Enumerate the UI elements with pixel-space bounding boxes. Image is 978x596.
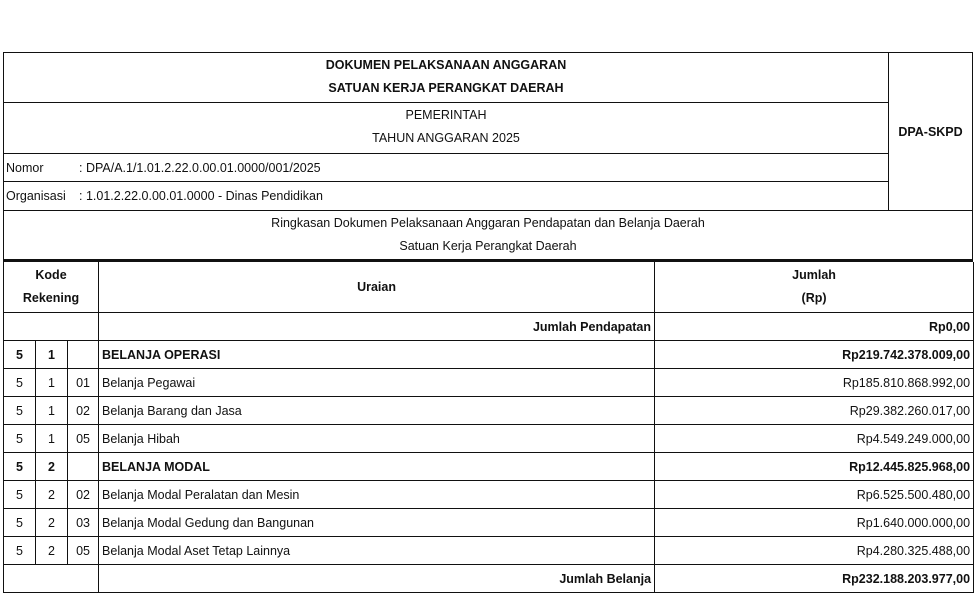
kode-jenis: 02 [68, 481, 99, 509]
uraian-cell: BELANJA OPERASI [99, 341, 655, 369]
government-block [4, 103, 888, 154]
table-row [4, 537, 974, 565]
budget-table [3, 262, 974, 593]
kode-akun: 5 [4, 481, 36, 509]
kode-akun: 5 [4, 425, 36, 453]
uraian-cell: BELANJA MODAL [99, 453, 655, 481]
kode-akun: 5 [4, 453, 36, 481]
uraian-cell: Belanja Barang dan Jasa [99, 397, 655, 425]
title-line-1: DOKUMEN PELAKSANAAN ANGGARAN [325, 58, 567, 72]
organisasi-row [4, 182, 888, 210]
nomor-value: : DPA/A.1/1.01.2.22.0.00.01.0000/001/2025 [79, 161, 321, 175]
kode-kelompok: 1 [36, 341, 68, 369]
kode-kelompok: 2 [36, 453, 68, 481]
jumlah-belanja-row [4, 565, 974, 593]
kode-akun: 5 [4, 397, 36, 425]
header-left [4, 53, 889, 210]
government-label: PEMERINTAH [405, 108, 487, 122]
jumlah-cell: Rp6.525.500.480,00 [655, 481, 974, 509]
header-kode-rekening: Kode Rekening [4, 262, 99, 313]
table-row [4, 425, 974, 453]
organisasi-label: Organisasi [6, 189, 66, 203]
kode-akun: 5 [4, 509, 36, 537]
table-row [4, 509, 974, 537]
jumlah-cell: Rp29.382.260.017,00 [655, 397, 974, 425]
kode-kelompok: 1 [36, 425, 68, 453]
kode-jenis [68, 341, 99, 369]
kode-jenis: 01 [68, 369, 99, 397]
jumlah-cell: Rp4.549.249.000,00 [655, 425, 974, 453]
table-header-row [4, 262, 974, 313]
header-uraian: Uraian [99, 262, 655, 313]
jumlah-cell: Rp1.640.000.000,00 [655, 509, 974, 537]
uraian-cell: Belanja Pegawai [99, 369, 655, 397]
kode-kelompok: 1 [36, 369, 68, 397]
document-header [3, 52, 973, 210]
uraian-cell: Belanja Modal Peralatan dan Mesin [99, 481, 655, 509]
kode-akun: 5 [4, 341, 36, 369]
nomor-label: Nomor [6, 161, 44, 175]
jumlah-cell: Rp219.742.378.009,00 [655, 341, 974, 369]
kode-kelompok: 1 [36, 397, 68, 425]
dpa-document [3, 52, 973, 593]
table-row [4, 397, 974, 425]
document-code: DPA-SKPD [898, 124, 963, 139]
belanja-label: Jumlah Belanja [99, 565, 655, 593]
summary-title [3, 210, 973, 262]
organisasi-value: : 1.01.2.22.0.00.01.0000 - Dinas Pendidikan [79, 189, 323, 203]
fiscal-year: TAHUN ANGGARAN 2025 [372, 131, 520, 145]
jumlah-pendapatan-row [4, 313, 974, 341]
kode-jenis: 05 [68, 537, 99, 565]
summary-line-1: Ringkasan Dokumen Pelaksanaan Anggaran Pendapatan dan Belanja Daerah [271, 216, 705, 230]
kode-kelompok: 2 [36, 509, 68, 537]
pendapatan-label: Jumlah Pendapatan [99, 313, 655, 341]
table-row [4, 369, 974, 397]
kode-akun: 5 [4, 537, 36, 565]
kode-jenis: 02 [68, 397, 99, 425]
document-title [4, 53, 888, 103]
kode-jenis: 05 [68, 425, 99, 453]
pendapatan-value: Rp0,00 [655, 313, 974, 341]
uraian-cell: Belanja Hibah [99, 425, 655, 453]
kode-jenis [68, 453, 99, 481]
table-row [4, 481, 974, 509]
jumlah-cell: Rp185.810.868.992,00 [655, 369, 974, 397]
jumlah-cell: Rp4.280.325.488,00 [655, 537, 974, 565]
kode-kelompok: 2 [36, 537, 68, 565]
kode-jenis: 03 [68, 509, 99, 537]
table-row [4, 341, 974, 369]
title-line-2: SATUAN KERJA PERANGKAT DAERAH [328, 81, 564, 95]
kode-akun: 5 [4, 369, 36, 397]
uraian-cell: Belanja Modal Aset Tetap Lainnya [99, 537, 655, 565]
nomor-row [4, 154, 888, 182]
jumlah-cell: Rp12.445.825.968,00 [655, 453, 974, 481]
header-jumlah: Jumlah (Rp) [655, 262, 974, 313]
kode-kelompok: 2 [36, 481, 68, 509]
table-row [4, 453, 974, 481]
uraian-cell: Belanja Modal Gedung dan Bangunan [99, 509, 655, 537]
summary-line-2: Satuan Kerja Perangkat Daerah [399, 239, 577, 253]
belanja-value: Rp232.188.203.977,00 [655, 565, 974, 593]
